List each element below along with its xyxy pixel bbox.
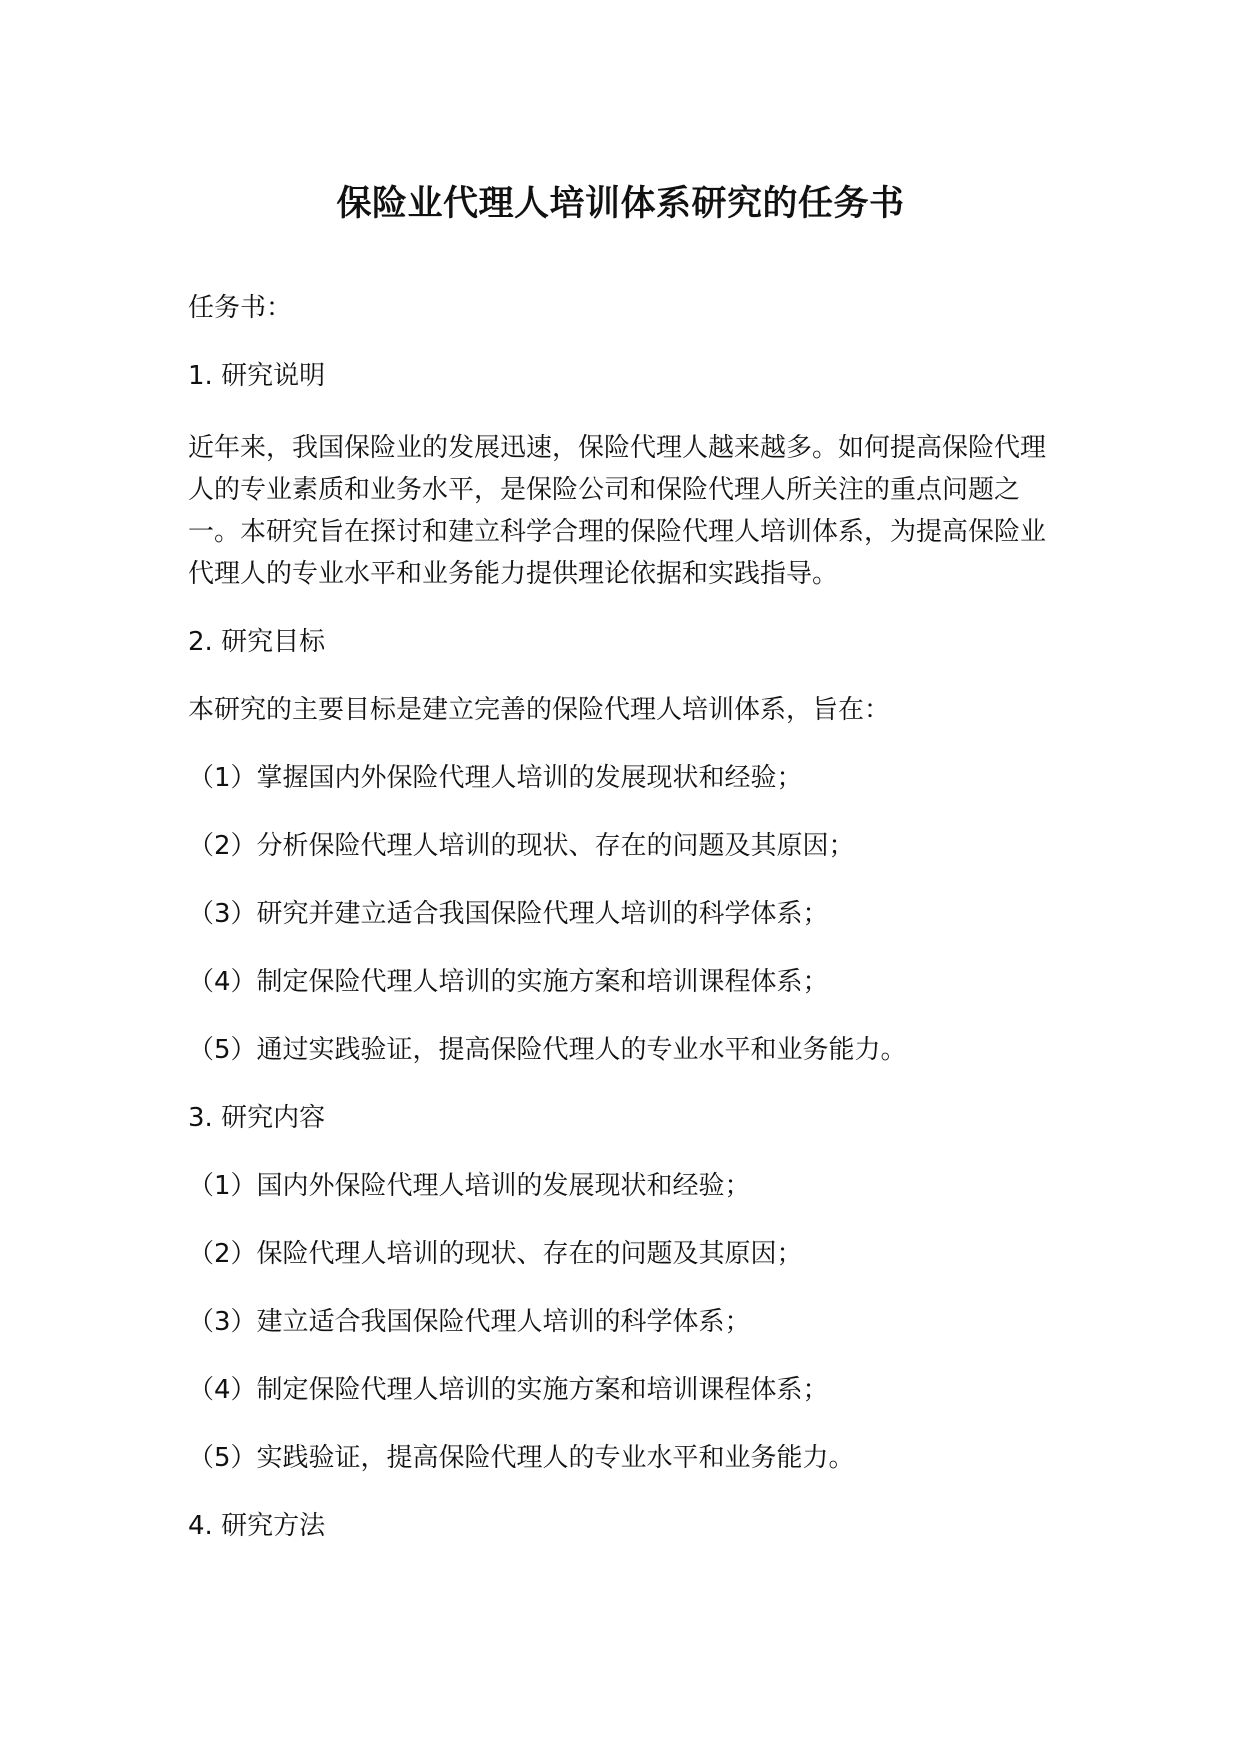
task-label: 任务书： — [188, 293, 293, 323]
section-2-item: （3）研究并建立适合我国保险代理人培训的科学体系； — [188, 899, 829, 929]
section-3-item: （5）实践验证，提高保险代理人的专业水平和业务能力。 — [188, 1443, 855, 1473]
document-title: 保险业代理人培训体系研究的任务书 — [336, 184, 905, 224]
section-2-item: （1）掌握国内外保险代理人培训的发展现状和经验； — [188, 763, 803, 793]
section-3-heading: 3. 研究内容 — [188, 1103, 326, 1133]
section-2-item: （5）通过实践验证，提高保险代理人的专业水平和业务能力。 — [188, 1035, 907, 1065]
section-2-item: （4）制定保险代理人培训的实施方案和培训课程体系； — [188, 967, 829, 997]
document-body — [188, 291, 1068, 1577]
section-3-item: （1）国内外保险代理人培训的发展现状和经验； — [188, 1171, 751, 1201]
section-1-body: 近年来，我国保险业的发展迅速，保险代理人越来越多。如何提高保险代理人的专业素质和业务水平，是保险公司和保险代理人所关注的重点问题之一。本研究旨在探讨和建立科学合理的保险代理人培训体系，为提高保险业代理人的专业水平和业务能力提供理论依据和实践指导。 — [188, 433, 1047, 589]
section-3-item: （3）建立适合我国保险代理人培训的科学体系； — [188, 1307, 751, 1337]
section-4-heading: 4. 研究方法 — [188, 1511, 326, 1541]
section-1-heading: 1. 研究说明 — [188, 361, 326, 391]
section-2-heading: 2. 研究目标 — [188, 627, 326, 657]
section-2-intro: 本研究的主要目标是建立完善的保险代理人培训体系，旨在： — [188, 695, 891, 725]
section-3-item: （2）保险代理人培训的现状、存在的问题及其原因； — [188, 1239, 803, 1269]
section-2-item: （2）分析保险代理人培训的现状、存在的问题及其原因； — [188, 831, 855, 861]
section-3-item: （4）制定保险代理人培训的实施方案和培训课程体系； — [188, 1375, 829, 1405]
